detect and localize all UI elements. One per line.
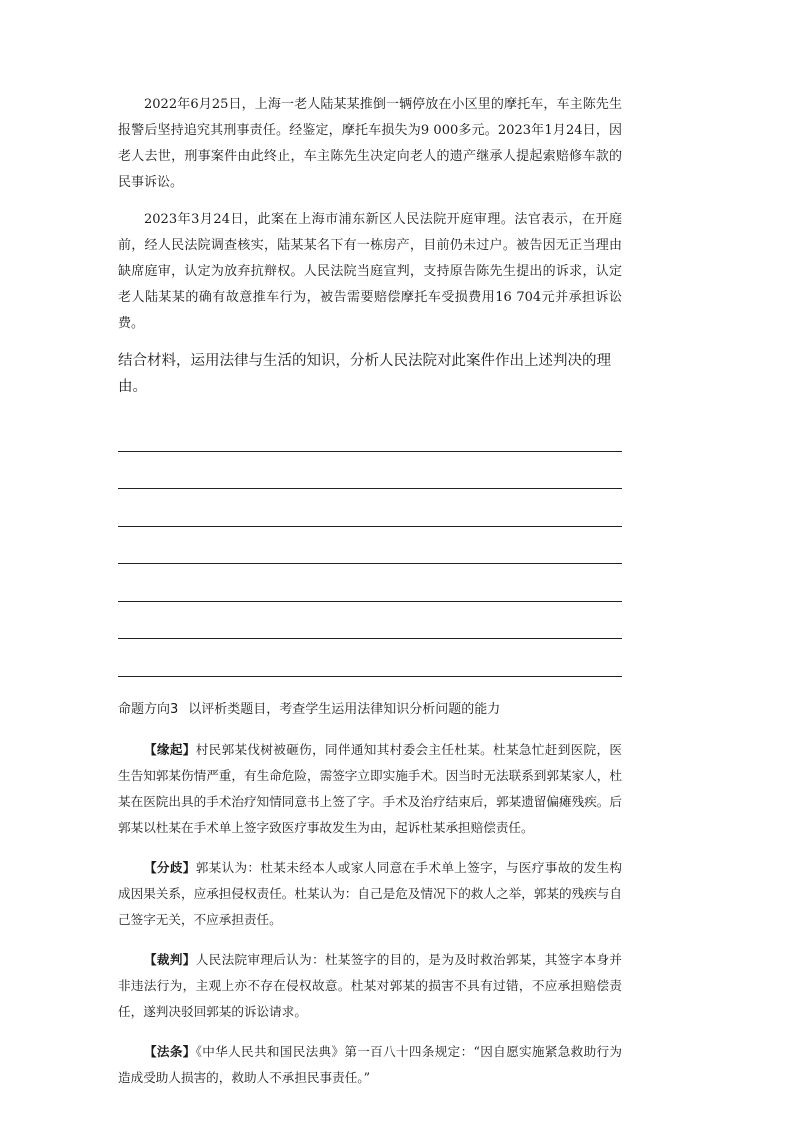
case-law-text: 《中华人民共和国民法典》第一百八十四条规定：“因自愿实施紧急救助行为造成受助人损害的，救助人不承担民事责任。” (118, 1043, 623, 1085)
material-paragraph-2: 2023年3月24日，此案在上海市浦东新区人民法院开庭审理。法官表示，在开庭前，经人民法院调查核实，陆某某名下有一栋房产，目前仍未过户。被告因无正当理由缺席庭审，认定为放弃抗辩权。人民法院当庭宣判，支持原告陈先生提出的诉求，认定老人陆某某的确有故意推车行为，被告需要赔偿摩托车受损费用16 704元并承担诉讼费。 (118, 212, 622, 331)
case-dispute-text: 郭某认为：杜某未经本人或家人同意在手术单上签字，与医疗事故的发生构成因果关系，应承担侵权责任。杜某认为：自己是危及情况下的救人之举，郭某的残疾与自己签字无关，不应承担责任。 (118, 859, 623, 927)
section-title: 以评析类题目，考查学生运用法律知识分析问题的能力 (188, 701, 501, 717)
material-paragraph-1: 2022年6月25日，上海一老人陆某某推倒一辆停放在小区里的摩托车，车主陈先生报警后坚持追究其刑事责任。经鉴定，摩托车损失为9 000多元。2023年1月24日，因老人去世，刑事案件由此终止，车主陈先生决定向老人的遗产继承人提起索赔修车款的民事诉讼。 (118, 97, 622, 190)
case-origin-tag: 【缘起】 (144, 741, 196, 757)
document-page (118, 92, 622, 1091)
case-dispute-tag: 【分歧】 (144, 859, 196, 875)
answer-lines (118, 414, 622, 677)
section-heading (118, 697, 622, 723)
case-law (118, 1039, 622, 1091)
answer-line[interactable] (118, 489, 622, 527)
case-ruling-text: 人民法院审理后认为：杜某签字的目的，是为及时救治郭某，其签字本身并非违法行为，主观上亦不存在侵权故意。杜某对郭某的损害不具有过错，不应承担赔偿责任，遂判决驳回郭某的诉讼请求。 (118, 951, 623, 1019)
answer-line[interactable] (118, 452, 622, 490)
case-dispute (118, 855, 622, 933)
case-ruling (118, 947, 622, 1025)
case-origin-text: 村民郭某伐树被砸伤，同伴通知其村委会主任杜某。杜某急忙赶到医院，医生告知郭某伤情严重，有生命危险，需签字立即实施手术。因当时无法联系到郭某家人，杜某在医院出具的手术治疗知情同意书上签了字。手术及治疗结束后，郭某遗留偏瘫残疾。后郭某以杜某在手术单上签字致医疗事故发生为由，起诉杜某承担赔偿责任。 (118, 741, 623, 835)
case-law-tag: 【法条】 (144, 1043, 196, 1059)
answer-line[interactable] (118, 602, 622, 640)
answer-line[interactable] (118, 414, 622, 452)
case-ruling-tag: 【裁判】 (144, 951, 196, 967)
answer-line[interactable] (118, 564, 622, 602)
question-prompt: 结合材料，运用法律与生活的知识，分析人民法院对此案件作出上述判决的理由。 (118, 353, 611, 395)
section-number: 命题方向3 (118, 701, 179, 717)
answer-line[interactable] (118, 527, 622, 565)
case-origin (118, 737, 622, 841)
answer-line[interactable] (118, 639, 622, 677)
